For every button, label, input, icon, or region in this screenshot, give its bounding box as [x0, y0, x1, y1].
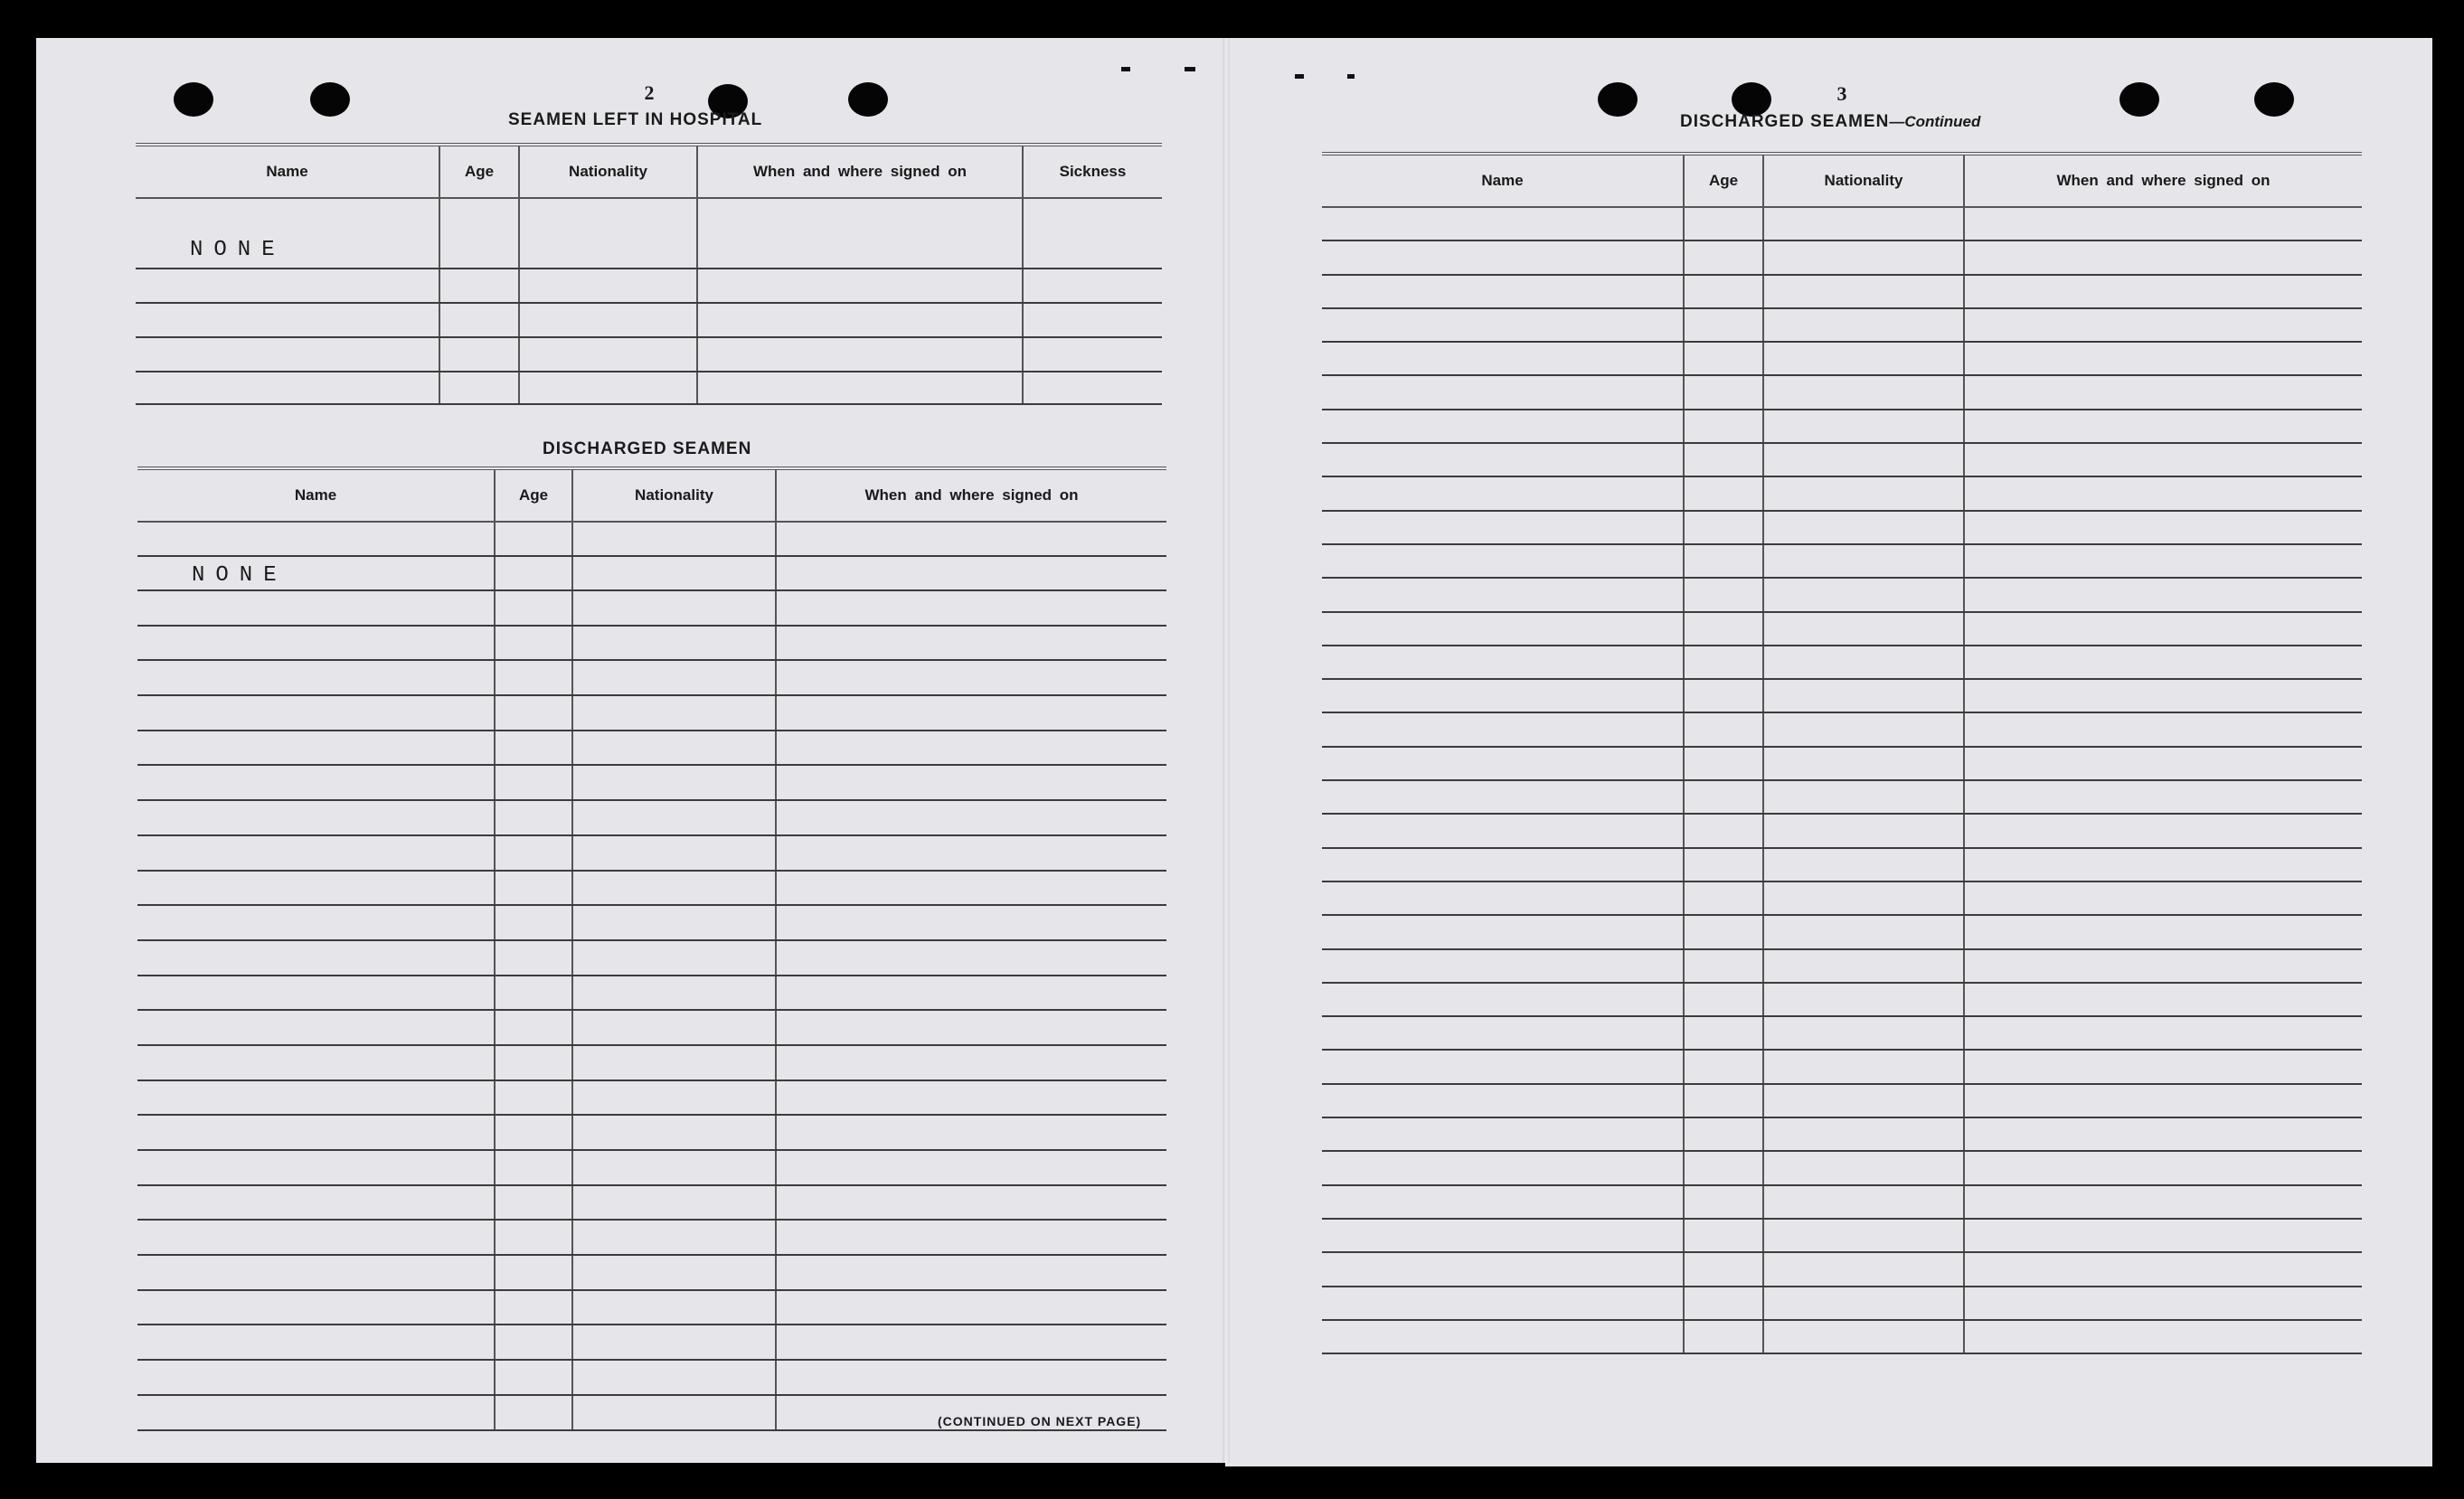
punch-hole: [2254, 82, 2294, 117]
table-row: [137, 626, 1166, 661]
table-row: [137, 522, 1166, 556]
table-row: [137, 1325, 1166, 1360]
column-header-nationality: Nationality: [519, 145, 697, 198]
punch-hole: [310, 82, 350, 117]
column-header-nationality: Nationality: [1763, 154, 1964, 207]
column-header-signed-on: When and where signed on: [776, 468, 1166, 522]
table-row: [1322, 646, 2362, 679]
ink-mark: [1295, 74, 1304, 79]
table-row: [137, 1080, 1166, 1116]
table-row: [1322, 712, 2362, 746]
page-number: 3: [1836, 82, 1847, 105]
table-row: [1322, 1320, 2362, 1353]
table-row: [137, 590, 1166, 626]
table-row: [1322, 1219, 2362, 1252]
table-row: [136, 269, 1162, 303]
table-row: [136, 372, 1162, 404]
table-row: [1322, 1252, 2362, 1286]
column-header-signed-on: When and where signed on: [1964, 154, 2362, 207]
table-row: [136, 337, 1162, 372]
table-row: [137, 1010, 1166, 1045]
table-row: [1322, 275, 2362, 308]
column-header-nationality: Nationality: [572, 468, 776, 522]
table-row: [137, 1150, 1166, 1185]
table-row: [137, 1185, 1166, 1221]
ink-mark: [1185, 67, 1195, 71]
table-row: [137, 1115, 1166, 1150]
table-row: [1322, 443, 2362, 476]
table-row: [137, 905, 1166, 940]
table-row: [137, 835, 1166, 871]
table-row: [1322, 476, 2362, 510]
column-header-age: Age: [495, 468, 572, 522]
table-row: [136, 198, 1162, 269]
table-row: [1322, 240, 2362, 274]
table-row: [137, 1360, 1166, 1395]
table-row: [137, 1220, 1166, 1255]
table-row: [137, 731, 1166, 766]
punch-hole: [174, 82, 213, 117]
table-row: [137, 976, 1166, 1011]
page-number: 2: [644, 81, 655, 104]
ink-mark: [1347, 74, 1355, 79]
table-row: [1322, 1151, 2362, 1184]
none-entry: NONE: [136, 198, 439, 269]
discharged-section-title: DISCHARGED SEAMEN: [543, 439, 752, 458]
table-row: [1322, 578, 2362, 611]
column-header-signed-on: When and where signed on: [697, 145, 1023, 198]
table-row: [137, 940, 1166, 976]
continued-note: (CONTINUED ON NEXT PAGE): [938, 1414, 1142, 1428]
table-row: [1322, 915, 2362, 948]
discharged-continued-title: [1680, 112, 1980, 132]
table-row: [1322, 207, 2362, 240]
table-row: [1322, 544, 2362, 578]
table-row: [1322, 949, 2362, 983]
table-row: [1322, 1050, 2362, 1083]
table-row: [1322, 814, 2362, 847]
column-header-sickness: Sickness: [1023, 145, 1162, 198]
column-header-name: Name: [136, 145, 439, 198]
table-row: [137, 1255, 1166, 1290]
table-row: [137, 800, 1166, 835]
table-row: [136, 303, 1162, 337]
table-row: [1322, 1185, 2362, 1219]
table-row: [137, 1045, 1166, 1080]
table-row: [1322, 511, 2362, 544]
table-row: [1322, 410, 2362, 443]
punch-hole: [2119, 82, 2159, 117]
page-fold: [1223, 38, 1230, 1463]
table-row: [1322, 375, 2362, 409]
column-header-age: Age: [439, 145, 519, 198]
column-header-age: Age: [1684, 154, 1763, 207]
table-row: [137, 695, 1166, 731]
table-row: [137, 765, 1166, 800]
table-row: [1322, 342, 2362, 375]
table-row: [1322, 1084, 2362, 1117]
title-text: DISCHARGED SEAMEN: [1680, 112, 1890, 131]
discharged-table: [137, 467, 1166, 1431]
table-row: [1322, 612, 2362, 646]
punch-hole: [1598, 82, 1638, 117]
table-row: [1322, 1287, 2362, 1320]
table-row: [1322, 747, 2362, 780]
column-header-name: Name: [137, 468, 495, 522]
table-row: [1322, 1117, 2362, 1151]
table-row: [137, 660, 1166, 695]
hospital-table: [136, 143, 1162, 405]
table-row: [137, 556, 1166, 590]
ink-mark: [1121, 67, 1130, 71]
table-row: [1322, 780, 2362, 814]
table-row: [1322, 308, 2362, 342]
none-entry: NONE: [137, 556, 495, 590]
table-row: [137, 1290, 1166, 1325]
table-row: [137, 871, 1166, 906]
table-row: [1322, 848, 2362, 881]
discharged-continued-table: [1322, 152, 2362, 1354]
table-row: [1322, 1016, 2362, 1050]
column-header-name: Name: [1322, 154, 1684, 207]
title-suffix: —Continued: [1889, 113, 1981, 130]
table-row: [1322, 679, 2362, 712]
hospital-section-title: SEAMEN LEFT IN HOSPITAL: [508, 110, 763, 129]
punch-hole: [848, 82, 888, 117]
table-row: [1322, 881, 2362, 915]
table-row: [1322, 983, 2362, 1016]
